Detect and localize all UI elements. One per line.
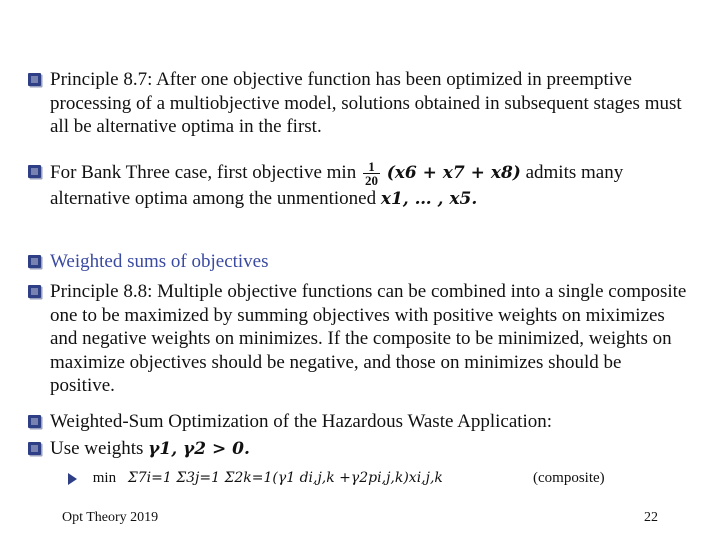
- bullet-text: [50, 160, 688, 212]
- bullet-bank-three: [28, 160, 688, 212]
- fraction: [363, 160, 380, 187]
- formula-label: (composite): [533, 470, 605, 486]
- bank-three-pre: For Bank Three case, first objective min: [50, 161, 357, 183]
- footer-course: Opt Theory 2019: [62, 510, 159, 525]
- bullet-principle-8-8: [28, 280, 688, 398]
- square-bullet-icon: [28, 255, 41, 268]
- bullet-principle-8-7: [28, 68, 688, 139]
- page-number: 22: [644, 510, 658, 525]
- bank-three-post: admits many alternative optima among the unmentioned: [50, 161, 624, 209]
- bullet-hazardous-waste: [28, 410, 688, 434]
- bullet-text: [50, 437, 688, 462]
- bullet-text: Weighted-Sum Optimization of the Hazardous Waste Application:: [50, 411, 553, 432]
- bullet-text: Principle 8.7: After one objective function has been optimized in preemptive processing of a multiobjective model, solutions obtained in subsequent stages must all be alternative optima in the first.: [50, 69, 682, 137]
- arrow-bullet-icon: [68, 473, 77, 485]
- square-bullet-icon: [28, 285, 41, 298]
- weights-expression: γ1, γ2 > 0.: [148, 439, 250, 459]
- composite-formula: Σ7i=1 Σ3j=1 Σ2k=1(γ1 di,j,k +γ2pi,j,k)xi,j,k: [127, 470, 443, 486]
- square-bullet-icon: [28, 73, 41, 86]
- formula-row: [68, 470, 668, 487]
- square-bullet-icon: [28, 165, 41, 178]
- use-weights-pre: Use weights: [50, 438, 149, 459]
- formula-min: min: [92, 470, 117, 486]
- unmentioned-vars: x1, … , x5.: [380, 189, 478, 209]
- bullet-weighted-sums: [28, 250, 688, 274]
- square-bullet-icon: [28, 415, 41, 428]
- fraction-denominator: 20: [364, 173, 378, 188]
- square-bullet-icon: [28, 442, 41, 455]
- bullet-heading: Weighted sums of objectives: [50, 251, 269, 272]
- objective-expression: (x6 + x7 + x8): [386, 162, 521, 183]
- fraction-numerator: 1: [363, 160, 380, 174]
- bullet-use-weights: [28, 437, 688, 462]
- bullet-text: Principle 8.8: Multiple objective functions can be combined into a single composite one to be maximized by summing objectives with positive weights on miximizes and negative weights on minimizes. If the composite to be minimized, weights on maximize objectives should be negative, and those on minimizes should be positive.: [50, 281, 687, 396]
